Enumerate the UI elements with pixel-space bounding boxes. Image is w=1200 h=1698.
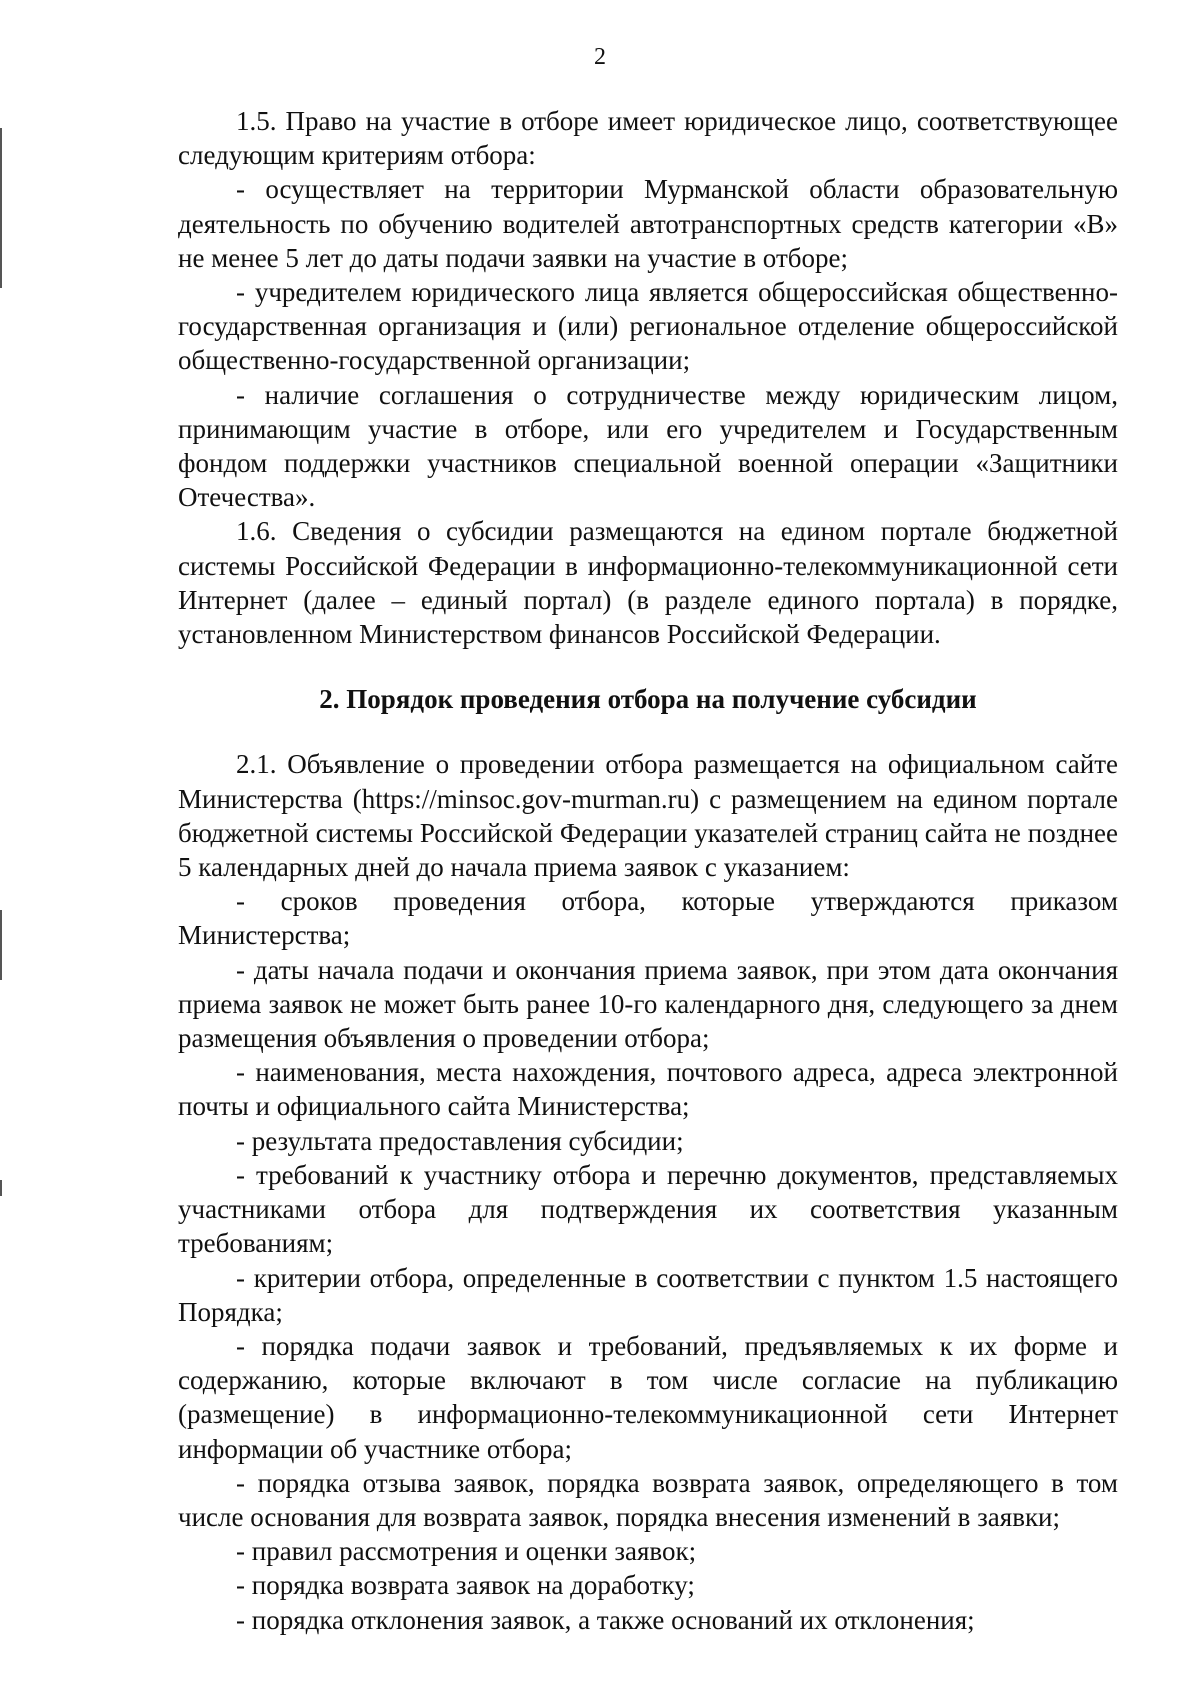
paragraph-2-1: 2.1. Объявление о проведении отбора размещается на официальном сайте Министерства (https://minsoc.gov-murman.ru) с размещением на едином портале бюджетной системы Российской Федерации указателей страниц сайта не позднее 5 календарных дней до начала приема заявок с указанием: <box>178 749 1118 883</box>
page-number: 2 <box>594 44 606 70</box>
list-item-review-rules: - правил рассмотрения и оценки заявок; <box>236 1536 697 1567</box>
list-item-submission: - порядка подачи заявок и требований, предъявляемых к их форме и содержанию, которые включают в том числе согласие на публикацию (размещение) в информационно-телекоммуникационной сети Интернет информации об участнике отбора; <box>178 1330 1118 1464</box>
criterion-agreement: - наличие соглашения о сотрудничестве между юридическим лицом, принимающим участие в отборе, или его учредителем и Государственным фондом поддержки участников специальной военной операции «Защитники Отечества». <box>178 379 1118 513</box>
scan-edge-mark <box>0 128 2 288</box>
list-item-requirements: - требований к участнику отбора и перечню документов, представляемых участниками отбора для подтверждения их соответствия указанным требованиям; <box>178 1159 1118 1259</box>
criterion-territory: - осуществляет на территории Мурманской области образовательную деятельность по обучению водителей автотранспортных средств категории «В» не менее 5 лет до даты подачи заявки на участие в отборе; <box>178 174 1118 273</box>
list-item-rework: - порядка возврата заявок на доработку; <box>236 1570 695 1601</box>
list-item-criteria: - критерии отбора, определенные в соответствии с пунктом 1.5 настоящего Порядка; <box>178 1262 1118 1327</box>
criterion-founder: - учредителем юридического лица является общероссийская общественно-государственная организация и (или) региональное отделение общероссийской общественно-государственной организации; <box>178 277 1118 376</box>
list-item-contacts: - наименования, места нахождения, почтового адреса, адреса электронной почты и официального сайта Министерства; <box>178 1057 1118 1122</box>
document-body <box>178 104 1118 1637</box>
list-item-withdrawal: - порядка отзыва заявок, порядка возврата заявок, определяющего в том числе основания для возврата заявок, порядка внесения изменений в заявки; <box>178 1467 1118 1532</box>
scan-edge-mark <box>0 910 2 980</box>
paragraph-1-5: 1.5. Право на участие в отборе имеет юридическое лицо, соответствующее следующим критериям отбора: <box>178 106 1118 171</box>
list-item-terms: - сроков проведения отбора, которые утверждаются приказом Министерства; <box>178 886 1118 951</box>
list-item-rejection: - порядка отклонения заявок, а также оснований их отклонения; <box>236 1604 975 1635</box>
section-2-heading: 2. Порядок проведения отбора на получение субсидии <box>319 684 977 715</box>
paragraph-1-6: 1.6. Сведения о субсидии размещаются на едином портале бюджетной системы Российской Федерации в информационно-телекоммуникационной сети Интернет (далее – единый портал) (в разделе единого портала) в порядке, установленном Министерством финансов Российской Федерации. <box>178 516 1118 650</box>
list-item-dates: - даты начала подачи и окончания приема заявок, при этом дата окончания приема заявок не может быть ранее 10-го календарного дня, следующего за днем размещения объявления о проведении отбора; <box>178 954 1118 1054</box>
scan-edge-mark <box>0 1180 2 1196</box>
list-item-result: - результата предоставления субсидии; <box>236 1125 684 1156</box>
